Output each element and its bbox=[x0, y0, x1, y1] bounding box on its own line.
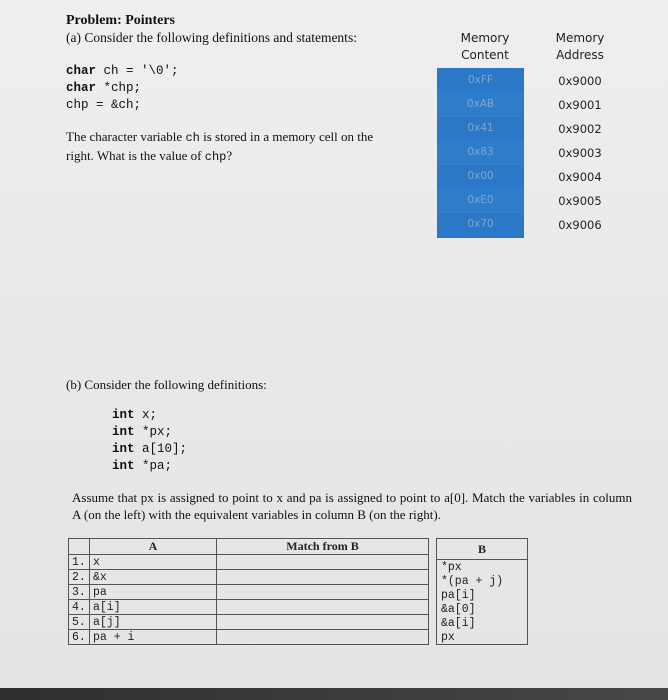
table-row bbox=[437, 574, 528, 588]
column-b-value: px bbox=[437, 630, 528, 645]
memory-content-header: Memory Content bbox=[460, 31, 510, 62]
code-block-b bbox=[112, 407, 187, 475]
row-number: 3. bbox=[69, 585, 90, 600]
row-number: 1. bbox=[69, 555, 90, 570]
row-number: 4. bbox=[69, 600, 90, 615]
match-answer-cell[interactable] bbox=[217, 585, 429, 600]
column-b-value: &a[i] bbox=[437, 616, 528, 630]
column-a-table bbox=[68, 538, 429, 645]
table-row bbox=[437, 602, 528, 616]
memory-address: 0x9004 bbox=[558, 170, 602, 184]
memory-address-header: Memory Address bbox=[555, 31, 605, 62]
column-b-table bbox=[436, 538, 528, 645]
table-row bbox=[437, 616, 528, 630]
code-line: char ch = '\0'; bbox=[66, 64, 179, 78]
match-answer-cell[interactable] bbox=[217, 570, 429, 585]
table-header-row bbox=[437, 539, 528, 560]
memory-cell: 0x00 bbox=[437, 164, 524, 189]
memory-cell: 0xAB bbox=[437, 92, 524, 117]
row-value: pa + i bbox=[90, 630, 217, 645]
table-row bbox=[69, 570, 429, 585]
table-row bbox=[437, 588, 528, 602]
memory-address: 0x9005 bbox=[558, 194, 602, 208]
part-b-prompt: (b) Consider the following definitions: bbox=[66, 377, 267, 392]
memory-cell: 0x41 bbox=[437, 116, 524, 141]
memory-address: 0x9002 bbox=[558, 122, 602, 136]
desk-background bbox=[0, 688, 668, 700]
memory-cell: 0xFF bbox=[437, 68, 524, 93]
column-b-value: *px bbox=[437, 560, 528, 575]
match-header: Match from B bbox=[217, 539, 429, 555]
code-block-a bbox=[66, 63, 179, 114]
matching-instructions: Assume that px is assigned to point to x and pa is assigned to point to a[0]. Match the variables in column A (on the left) with the equivalent variables in column B (on the right). bbox=[72, 490, 632, 522]
row-value: a[i] bbox=[90, 600, 217, 615]
memory-address: 0x9000 bbox=[558, 74, 602, 88]
table-row bbox=[69, 555, 429, 570]
match-answer-cell[interactable] bbox=[217, 600, 429, 615]
memory-content-column bbox=[437, 68, 524, 238]
memory-cell: 0x70 bbox=[467, 218, 494, 230]
memory-address: 0x9001 bbox=[558, 98, 602, 112]
match-answer-cell[interactable] bbox=[217, 555, 429, 570]
table-row bbox=[437, 630, 528, 645]
memory-cell: 0xE0 bbox=[437, 188, 524, 213]
part-a-prompt: (a) Consider the following definitions and statements: bbox=[66, 30, 357, 45]
num-header bbox=[69, 539, 90, 555]
column-b-value: &a[0] bbox=[437, 602, 528, 616]
problem-title: Problem: Pointers bbox=[66, 13, 175, 28]
row-number: 6. bbox=[69, 630, 90, 645]
row-value: x bbox=[90, 555, 217, 570]
code-line: char *chp; bbox=[66, 81, 142, 95]
row-number: 5. bbox=[69, 615, 90, 630]
row-number: 2. bbox=[69, 570, 90, 585]
column-b-header: B bbox=[437, 539, 528, 560]
table-header-row bbox=[69, 539, 429, 555]
row-value: pa bbox=[90, 585, 217, 600]
row-value: a[j] bbox=[90, 615, 217, 630]
code-line: int *px; bbox=[112, 425, 173, 439]
table-row bbox=[69, 600, 429, 615]
column-b-value: pa[i] bbox=[437, 588, 528, 602]
memory-address: 0x9006 bbox=[558, 218, 602, 232]
code-line: chp = &ch; bbox=[66, 98, 142, 112]
table-row bbox=[437, 560, 528, 575]
code-line: int x; bbox=[112, 408, 158, 422]
memory-cell: 0x83 bbox=[437, 140, 524, 165]
table-row bbox=[69, 615, 429, 630]
column-b-value: *(pa + j) bbox=[437, 574, 528, 588]
table-row bbox=[69, 585, 429, 600]
table-row bbox=[69, 630, 429, 645]
match-answer-cell[interactable] bbox=[217, 615, 429, 630]
code-line: int *pa; bbox=[112, 459, 173, 473]
question-paragraph: The character variable ch is stored in a memory cell on the right. What is the value of chp? bbox=[66, 129, 374, 164]
row-value: &x bbox=[90, 570, 217, 585]
memory-address: 0x9003 bbox=[558, 146, 602, 160]
column-a-header: A bbox=[90, 539, 217, 555]
code-line: int a[10]; bbox=[112, 442, 188, 456]
match-answer-cell[interactable] bbox=[217, 630, 429, 645]
